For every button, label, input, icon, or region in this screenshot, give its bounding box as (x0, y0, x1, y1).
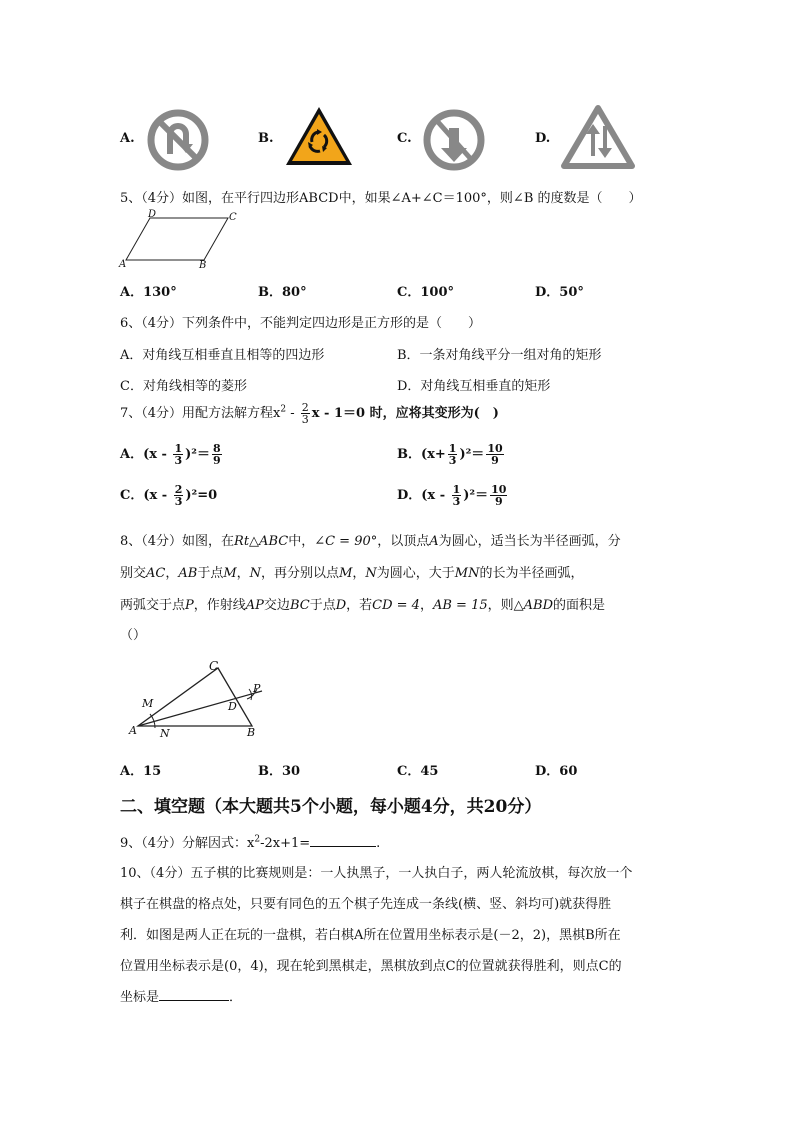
q7-b-n2: 10 (487, 442, 503, 455)
q8-l2-ab: AB (178, 566, 198, 581)
q4-option-a-letter: A. (120, 131, 135, 146)
q7-sup: 2 (280, 404, 287, 415)
q10-answer-blank[interactable] (159, 1000, 229, 1001)
q7-d-n1: 1 (452, 483, 461, 496)
q8-l2-mn: MN (454, 566, 480, 581)
q4-option-c-letter: C. (397, 131, 412, 146)
q8-l3-c: 交边 (263, 598, 290, 613)
q8-l1-b: 中， (288, 534, 315, 549)
q10-line-1: 10、（4分）五子棋的比赛规则是：一人执黑子，一人执白子，两人轮流放棋，每次放一个 (120, 866, 633, 881)
q9-sup: 2 (254, 834, 261, 845)
q7-option-d (397, 484, 509, 507)
q8-l3-p: P (185, 598, 194, 613)
q7-c-label: C．(x - (120, 488, 172, 503)
q8-l2-n: N (249, 566, 262, 581)
q8-l3-a: 两弧交于点 (120, 598, 186, 613)
q5-option-d: D．50° (535, 285, 584, 300)
q8-l2-m: M (223, 566, 237, 581)
q8-l3-e: ，若 (346, 598, 373, 613)
q8-l1-angle: ∠C = 90° (314, 534, 378, 549)
q5-question-text: 5、（4分）如图，在平行四边形ABCD中，如果∠A+∠C＝100°，则∠B 的度数是（ ） (120, 191, 642, 206)
q8-l3-g: ，则 (487, 598, 514, 613)
q8-line-1 (120, 530, 621, 549)
q8-l3-ap: AP (245, 598, 264, 613)
triangle-label-m: M (142, 697, 154, 710)
q8-l1-a: 8、（4分）如图，在 (120, 534, 235, 549)
two-way-traffic-warning-sign-icon (561, 104, 635, 170)
parallelogram-label-c: C (229, 212, 237, 223)
q5-option-a: A．130° (120, 285, 177, 300)
no-u-turn-sign-icon (146, 108, 210, 172)
q7-c-d1: 3 (174, 495, 183, 508)
q7-b-d1: 3 (448, 454, 457, 467)
parallelogram-label-d: D (148, 209, 157, 220)
q10-line-5 (120, 986, 242, 1005)
q8-option-c: C．45 (397, 764, 439, 779)
parallelogram-label-a: A (119, 259, 127, 270)
q9-text-c: . (376, 836, 381, 851)
q8-l2-h: 的长为半径画弧， (479, 566, 584, 581)
q7-option-c (120, 484, 217, 507)
no-straight-through-sign-icon (422, 108, 486, 172)
q6-option-a: A．对角线互相垂直且相等的四边形 (120, 348, 325, 363)
q7-a-n2: 8 (212, 442, 221, 455)
q8-l2-n2: N (365, 566, 377, 581)
q7-question (120, 402, 499, 425)
q7-mid: - (286, 406, 299, 421)
q8-l2-c: 于点 (197, 566, 224, 581)
q8-l2-d: ， (236, 566, 250, 581)
q9-text-a: 9、（4分）分解因式：x (120, 836, 255, 851)
triangle-label-p: P (253, 682, 261, 695)
q7-frac-num: 2 (301, 401, 309, 414)
q8-l3-b: ，作射线 (193, 598, 246, 613)
q7-b-n1: 1 (448, 442, 457, 455)
q9-answer-blank[interactable] (310, 846, 376, 847)
q8-l3-triangle: △ABD (513, 598, 554, 613)
triangle-label-a: A (129, 724, 137, 737)
parallelogram-figure (116, 210, 246, 272)
q7-option-b (397, 443, 506, 466)
q6-option-b: B．一条对角线平分一组对角的矩形 (397, 348, 602, 363)
q8-l1-d: 为圆心，适当长为半径画弧，分 (438, 534, 621, 549)
triangle-label-d: D (228, 700, 237, 713)
q7-a-d2: 9 (212, 454, 221, 467)
parallelogram-label-b: B (199, 260, 207, 271)
q8-l3-ab: AB = 15 (432, 598, 488, 613)
q9-question (120, 832, 380, 851)
q7-a-label: A．(x - (120, 447, 172, 462)
q7-suffix: x - 1＝0 时，应将其变形为( ) (311, 406, 499, 421)
q7-b-label: B．(x+ (397, 447, 446, 462)
q7-c-n1: 2 (174, 483, 183, 496)
q8-l2-m2: M (339, 566, 353, 581)
q7-a-frac2 (212, 443, 222, 466)
q7-option-a (120, 443, 224, 466)
q8-l2-b: ， (165, 566, 179, 581)
q4-option-b-letter: B. (258, 131, 274, 146)
q8-l3-h: 的面积是 (553, 598, 606, 613)
q8-l3-d: 于点 (309, 598, 336, 613)
q9-text-b: -2x+1= (260, 836, 311, 851)
q5-option-c: C．100° (397, 285, 454, 300)
q7-fraction (301, 402, 310, 425)
q7-a-mid: )²＝ (185, 447, 210, 462)
q7-d-frac1 (452, 484, 462, 507)
q5-option-b: B．80° (258, 285, 307, 300)
q7-c-frac1 (174, 484, 184, 507)
q6-option-d: D．对角线互相垂直的矩形 (397, 379, 551, 394)
q6-option-c: C．对角线相等的菱形 (120, 379, 247, 394)
q6-question-text: 6、（4分）下列条件中，不能判定四边形是正方形的是（ ） (120, 316, 482, 331)
q10-l5-a: 坐标是 (120, 990, 160, 1005)
q8-l1-c: ，以顶点 (377, 534, 430, 549)
triangle-label-c: C (209, 659, 219, 673)
q8-l1-rt: Rt△ABC (234, 534, 289, 549)
q8-option-b: B．30 (258, 764, 301, 779)
q8-line-3 (120, 594, 605, 613)
q7-b-mid: )²＝ (459, 447, 485, 462)
q7-b-d2: 9 (491, 454, 499, 467)
q8-l3-bc: BC (289, 598, 310, 613)
q8-l2-ac: AC (146, 566, 166, 581)
q8-l2-g: 为圆心，大于 (376, 566, 455, 581)
q7-d-mid: )²＝ (463, 488, 489, 503)
q4-option-d-letter: D. (535, 131, 551, 146)
section-2-title: 二、填空题（本大题共5个小题，每小题4分，共20分） (120, 797, 542, 817)
q7-d-label: D．(x - (397, 488, 450, 503)
q7-a-frac1 (173, 443, 183, 466)
q7-b-frac2 (486, 443, 503, 466)
q8-l3-f: ， (419, 598, 433, 613)
q10-line-2: 棋子在棋盘的格点处，只要有同色的五个棋子先连成一条线(横、竖、斜均可)就获得胜 (120, 897, 612, 912)
q8-line-2 (120, 562, 583, 581)
q10-l5-b: ． (229, 990, 243, 1005)
q8-l3-cd: CD = 4 (372, 598, 420, 613)
q7-d-n2: 10 (491, 483, 507, 496)
triangle-label-b: B (247, 726, 256, 739)
q8-l1-point-a: A (429, 534, 439, 549)
q8-option-d: D．60 (535, 764, 578, 779)
q10-line-3: 利．如图是两人正在玩的一盘棋，若白棋A所在位置用坐标表示是(－2，2)，黑棋B所在 (120, 928, 621, 943)
q7-c-mid: )²=0 (185, 488, 218, 503)
q8-l2-e: ，再分别以点 (261, 566, 340, 581)
roundabout-warning-sign-icon (284, 104, 354, 168)
q8-l2-f: ， (352, 566, 366, 581)
q7-a-d1: 3 (174, 454, 183, 467)
q7-prefix: 7、（4分）用配方法解方程x (120, 406, 281, 421)
q10-line-4: 位置用坐标表示是(0，4)，现在轮到黑棋走，黑棋放到点C的位置就获得胜利，则点C的 (120, 959, 622, 974)
q8-line-4: （） (120, 628, 147, 643)
q7-d-frac2 (490, 484, 507, 507)
q7-frac-den: 3 (301, 413, 309, 426)
q7-b-frac1 (448, 443, 458, 466)
q8-l3-point-d: D (335, 598, 347, 613)
triangle-label-n: N (160, 727, 170, 740)
q7-d-d1: 3 (452, 495, 461, 508)
q8-l2-a: 别交 (120, 566, 147, 581)
q7-d-d2: 9 (494, 495, 503, 508)
q7-a-n1: 1 (174, 442, 183, 455)
q8-option-a: A．15 (120, 764, 162, 779)
